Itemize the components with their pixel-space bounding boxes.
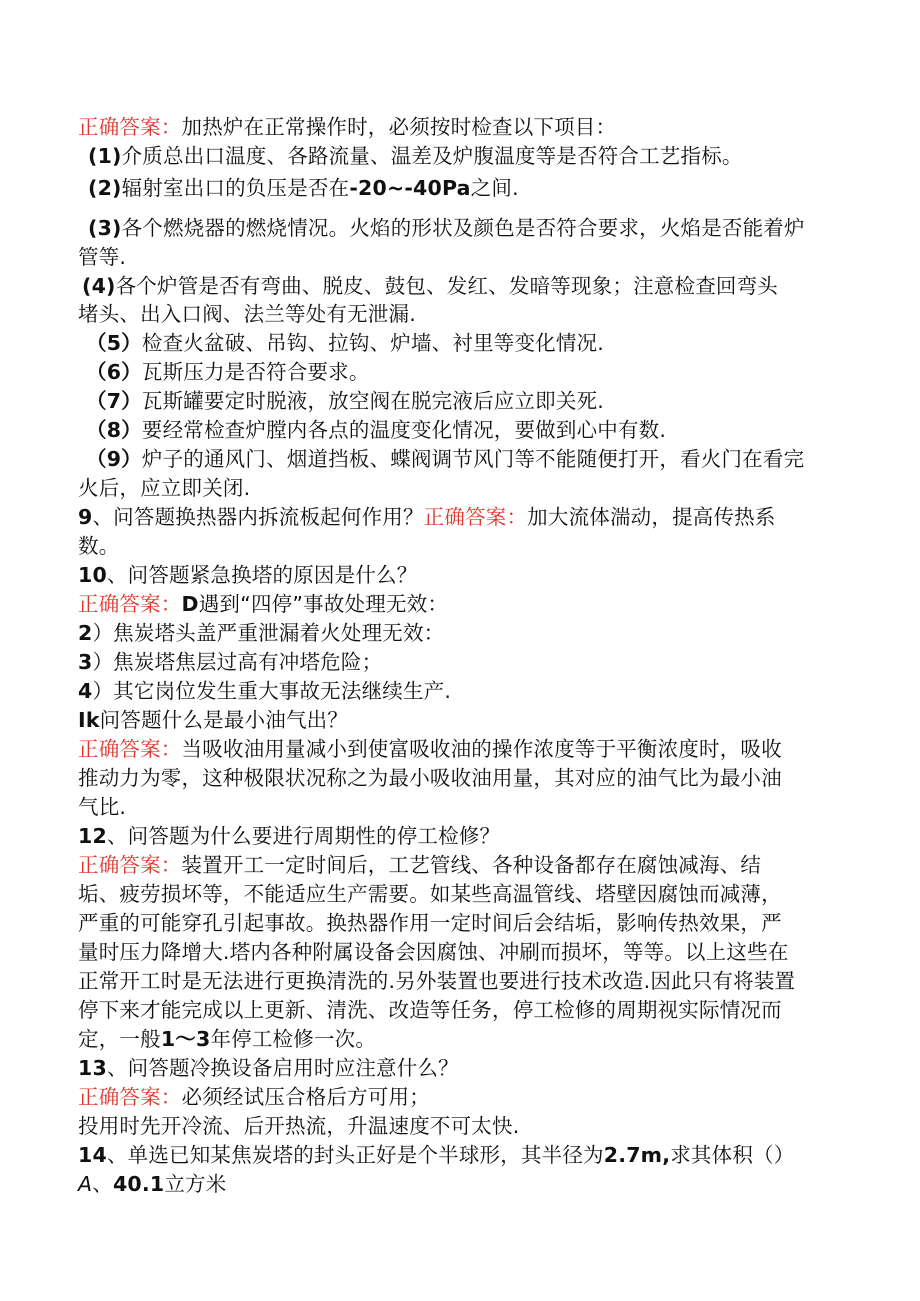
q14-option-a: A、40.1立方米: [78, 1172, 227, 1196]
answer-label: 正确答案：: [78, 737, 182, 761]
q8-item-8: （8）要经常检查炉膛内各点的温度变化情况，要做到心中有数.: [86, 418, 667, 442]
q9-answer-cont: 数。: [78, 534, 120, 558]
q10-answer-line: 正确答案：D遇到“四停”事故处理无效：: [78, 592, 449, 616]
q10-answer-3: 3）焦炭塔焦层过高有冲塔危险；: [78, 650, 383, 674]
answer-text: 加热炉在正常操作时，必须按时检查以下项目：: [181, 115, 617, 139]
q8-item-5: （5）检查火盆破、吊钩、拉钩、炉墙、衬里等变化情况.: [86, 331, 604, 355]
q8-item-6: （6）瓦斯压力是否符合要求。: [86, 360, 370, 384]
question-number: 13: [78, 1056, 107, 1080]
q12-line: [78, 822, 848, 851]
question-number: Ik: [78, 708, 100, 732]
question-number: 12: [78, 824, 107, 848]
question-number: 9: [78, 505, 93, 529]
q13-answer-line: 正确答案：必须经试压合格后方可用；: [78, 1085, 430, 1109]
q8-item-7: （7）瓦斯罐要定时脱液，放空阀在脱完液后应立即关死.: [86, 389, 604, 413]
q11-line: [78, 706, 848, 735]
q8-answer-line: [78, 113, 848, 142]
q10-answer-4: 4）其它岗位发生重大事故无法继续生产.: [78, 679, 452, 703]
q12-answer-cont-2: 垢、疲劳损坏等，不能适应生产需要。如某些高温管线、塔壁因腐蚀而减薄，: [78, 882, 782, 906]
answer-label: 正确答案：: [78, 115, 182, 139]
answer-label: 正确答案：: [78, 853, 182, 877]
q8-item-4-cont: 堵头、出入口阀、法兰等处有无泄漏.: [78, 302, 416, 326]
option-letter: A: [78, 1172, 93, 1196]
q12-answer-line: 正确答案：装置开工一定时间后，工艺管线、各种设备都存在腐蚀减海、结: [78, 853, 762, 877]
q8-item-3-cont: 管等.: [78, 245, 127, 269]
question-text: 、问答题为什么要进行周期性的停工检修？: [106, 824, 501, 848]
q12-answer-cont-4: 量时压力降增大.塔内各种附属设备会因腐蚀、冲刷而损坏，等等。以上这些在: [78, 940, 789, 964]
question-text: 、问答题紧急换塔的原因是什么？: [106, 563, 418, 587]
q8-item-1: (1)介质总出口温度、各路流量、温差及炉腹温度等是否符合工艺指标。: [88, 144, 743, 168]
q8-item-2: (2)辐射室出口的负压是否在-20~-40Pa之间.: [88, 176, 519, 200]
q12-answer-cont-5: 正常开工时是无法进行更换清洗的.另外装置也要进行技术改造.因此只有将装置: [78, 969, 796, 993]
q11-answer-cont-1: 推动力为零，这种极限状况称之为最小吸收油用量，其对应的油气比为最小油: [78, 766, 782, 790]
q12-answer-cont-7: 定，一般1～3年停工检修一次。: [78, 1027, 377, 1051]
q14-line: 14、单选已知某焦炭塔的封头正好是个半球形，其半径为2.7m,求其体积（）: [78, 1143, 795, 1167]
q12-answer-cont-3: 严重的可能穿孔引起事故。换热器作用一定时间后会结垢，影响传热效果，严: [78, 911, 782, 935]
q11-answer-cont-2: 气比.: [78, 795, 127, 819]
question-text: 问答题什么是最小油气出？: [99, 708, 349, 732]
question-text: 、单选已知某焦炭塔的封头正好是个半球形，其半径为: [106, 1143, 604, 1167]
q10-line: [78, 561, 848, 590]
q8-item-4: (4)各个炉管是否有弯曲、脱皮、鼓包、发红、发暗等现象；注意检查回弯头: [82, 274, 779, 298]
q13-line: [78, 1054, 848, 1083]
q8-item-3: (3)各个燃烧器的燃烧情况。火焰的形状及颜色是否符合要求，火焰是否能着炉: [88, 216, 805, 240]
question-text: 、问答题冷换设备启用时应注意什么？: [106, 1056, 459, 1080]
q10-answer-2: 2）焦炭塔头盖严重泄漏着火处理无效：: [78, 621, 445, 645]
answer-label: 正确答案：: [78, 1085, 182, 1109]
q11-answer-line: 正确答案：当吸收油用量减小到使富吸收油的操作浓度等于平衡浓度时，吸收: [78, 737, 782, 761]
q12-answer-cont-6: 停下来才能完成以上更新、清洗、改造等任务，停工检修的周期视实际情况而: [78, 998, 782, 1022]
question-text: 、问答题换热器内拆流板起何作用？: [92, 505, 424, 529]
answer-label: 正确答案：: [423, 505, 528, 529]
q9-line: 9、问答题换热器内拆流板起何作用？正确答案：加大流体湍动，提高传热系: [78, 505, 776, 529]
question-number: 14: [78, 1143, 107, 1167]
question-number: 10: [78, 563, 107, 587]
q8-item-9-cont: 火后，应立即关闭.: [78, 476, 251, 500]
q13-answer-cont: 投用时先开冷流、后开热流，升温速度不可太快.: [78, 1114, 520, 1138]
answer-label: 正确答案：: [78, 592, 182, 616]
q8-item-9: （9）炉子的通风门、烟道挡板、蝶阀调节风门等不能随便打开，看火门在看完: [86, 447, 805, 471]
